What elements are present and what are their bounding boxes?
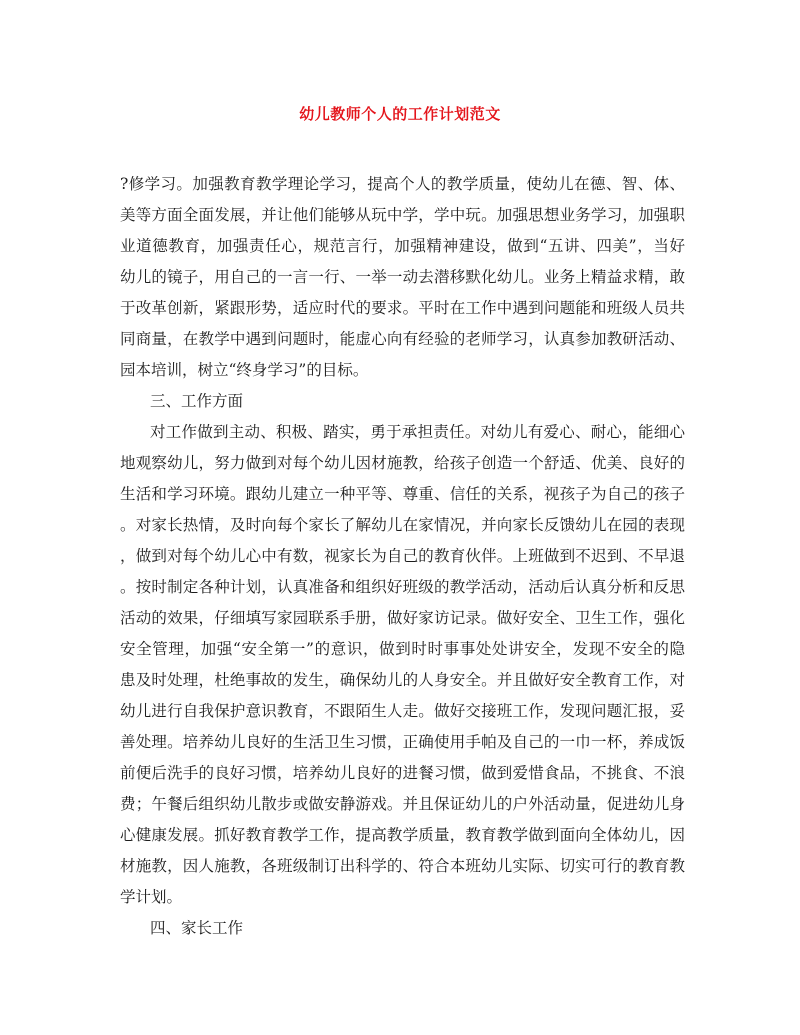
paragraph-line: ?修学习。加强教育教学理论学习，提高个人的教学质量，使幼儿在德、智、体、 — [120, 175, 685, 193]
paragraph-line: 幼儿进行自我保护意识教育，不跟陌生人走。做好交接班工作，发现问题汇报，妥 — [120, 702, 685, 720]
paragraph-line: 于改革创新，紧跟形势，适应时代的要求。平时在工作中遇到问题能和班级人员共 — [120, 299, 685, 317]
paragraph-line: 对工作做到主动、积极、踏实，勇于承担责任。对幼儿有爱心、耐心，能细心 — [150, 423, 685, 441]
paragraph-line: 业道德教育，加强责任心，规范言行，加强精神建设，做到“五讲、四美”，当好 — [120, 237, 685, 255]
paragraph-line: 园本培训，树立“终身学习”的目标。 — [120, 361, 369, 379]
paragraph-line: 。按时制定各种计划，认真准备和组织好班级的教学活动，活动后认真分析和反思 — [120, 578, 685, 596]
document-title: 幼儿教师个人的工作计划范文 — [299, 105, 501, 123]
paragraph-line: 美等方面全面发展，并让他们能够从玩中学，学中玩。加强思想业务学习，加强职 — [120, 206, 685, 224]
paragraph-line: 。对家长热情，及时向每个家长了解幼儿在家情况，并向家长反馈幼儿在园的表现 — [120, 516, 685, 534]
paragraph-line: 患及时处理，杜绝事故的发生，确保幼儿的人身安全。并且做好安全教育工作，对 — [120, 671, 685, 689]
paragraph-line: 活动的效果，仔细填写家园联系手册，做好家访记录。做好安全、卫生工作，强化 — [120, 609, 685, 627]
paragraph-line: 材施教，因人施教，各班级制订出科学的、符合本班幼儿实际、切实可行的教育教 — [120, 857, 685, 875]
paragraph-line: 费；午餐后组织幼儿散步或做安静游戏。并且保证幼儿的户外活动量，促进幼儿身 — [120, 795, 685, 813]
section-heading: 三、工作方面 — [150, 392, 244, 410]
paragraph-line: 安全管理，加强“安全第一”的意识，做到时时事事处处讲安全，发现不安全的隐 — [120, 640, 685, 658]
paragraph-line: 同商量，在教学中遇到问题时，能虚心向有经验的老师学习，认真参加教研活动、 — [120, 330, 685, 348]
paragraph-line: 善处理。培养幼儿良好的生活卫生习惯，正确使用手帕及自己的一巾一杯，养成饭 — [120, 733, 685, 751]
paragraph-line: 幼儿的镜子，用自己的一言一行、一举一动去潜移默化幼儿。业务上精益求精，敢 — [120, 268, 685, 286]
paragraph-line: 前便后洗手的良好习惯，培养幼儿良好的进餐习惯，做到爱惜食品，不挑食、不浪 — [120, 764, 685, 782]
paragraph-line: 心健康发展。抓好教育教学工作，提高教学质量，教育教学做到面向全体幼儿，因 — [120, 826, 685, 844]
paragraph-line: 地观察幼儿，努力做到对每个幼儿因材施教，给孩子创造一个舒适、优美、良好的 — [120, 454, 685, 472]
paragraph-line: 学计划。 — [120, 888, 183, 906]
section-heading: 四、家长工作 — [150, 919, 244, 937]
paragraph-line: 生活和学习环境。跟幼儿建立一种平等、尊重、信任的关系，视孩子为自己的孩子 — [120, 485, 685, 503]
paragraph-line: ，做到对每个幼儿心中有数，视家长为自己的教育伙伴。上班做到不迟到、不早退 — [120, 547, 685, 565]
